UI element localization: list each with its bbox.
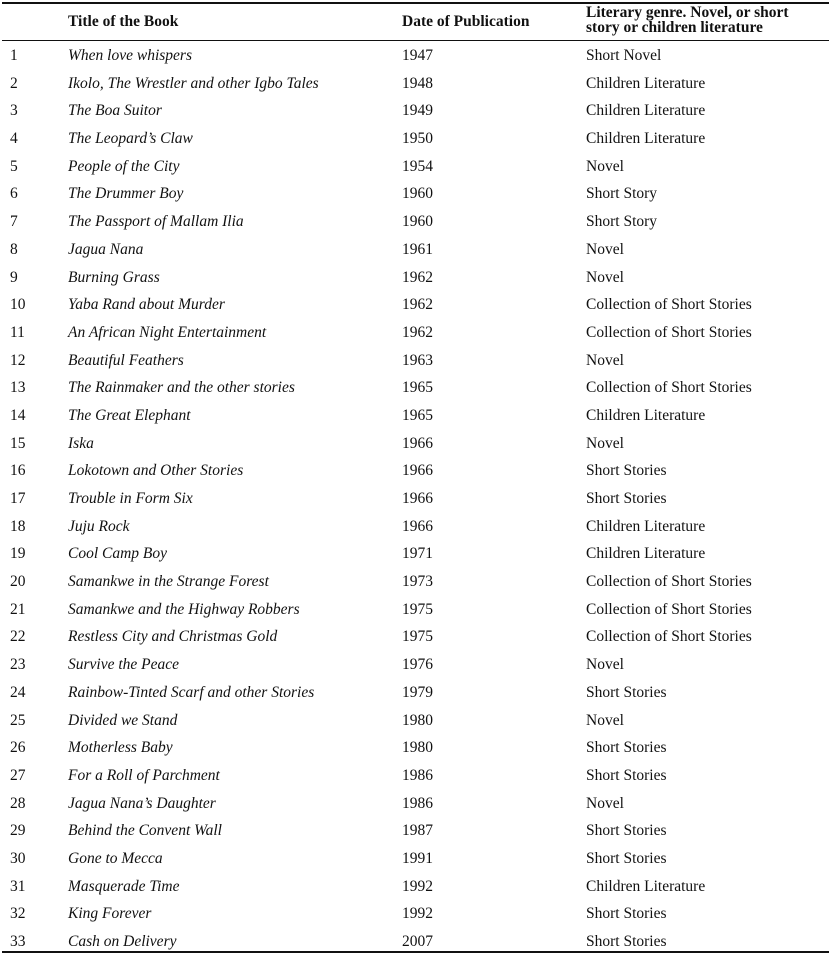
book-title: The Passport of Mallam Ilia	[68, 213, 244, 231]
publication-date: 1979	[402, 683, 433, 701]
row-number: 29	[10, 822, 26, 840]
table-row	[0, 70, 831, 98]
table-row	[0, 623, 831, 651]
row-number: 3	[10, 102, 18, 120]
publication-date: 1966	[402, 434, 433, 452]
table-header-rule	[2, 40, 829, 41]
publication-date: 1971	[402, 545, 433, 563]
literary-genre: Collection of Short Stories	[586, 573, 752, 591]
publication-date: 1986	[402, 794, 433, 812]
book-title: Juju Rock	[68, 517, 130, 535]
row-number: 11	[10, 323, 25, 341]
row-number: 31	[10, 877, 26, 895]
table-row	[0, 900, 831, 928]
row-number: 26	[10, 739, 26, 757]
row-number: 6	[10, 185, 18, 203]
publication-date: 1975	[402, 600, 433, 618]
book-title: Samankwe and the Highway Robbers	[68, 600, 300, 618]
book-title: Lokotown and Other Stories	[68, 462, 244, 480]
row-number: 15	[10, 434, 26, 452]
literary-genre: Collection of Short Stories	[586, 296, 752, 314]
table-row	[0, 540, 831, 568]
row-number: 5	[10, 157, 18, 175]
publication-date: 1962	[402, 268, 433, 286]
publication-date: 1987	[402, 822, 433, 840]
publication-date: 1963	[402, 351, 433, 369]
table-row	[0, 596, 831, 624]
book-title: Samankwe in the Strange Forest	[68, 573, 269, 591]
literary-genre: Collection of Short Stories	[586, 628, 752, 646]
literary-genre: Novel	[586, 711, 624, 729]
literary-genre: Children Literature	[586, 545, 706, 563]
table-row	[0, 707, 831, 735]
book-title: Cash on Delivery	[68, 933, 177, 950]
literary-genre: Short Stories	[586, 462, 667, 480]
literary-genre: Children Literature	[586, 517, 706, 535]
table-row	[0, 568, 831, 596]
literary-genre: Short Stories	[586, 766, 667, 784]
book-title: Trouble in Form Six	[68, 490, 193, 507]
book-title: Jagua Nana	[68, 240, 144, 258]
header-date: Date of Publication	[402, 13, 530, 30]
book-title: Burning Grass	[68, 268, 160, 286]
publication-date: 1954	[402, 157, 433, 175]
publication-date: 1949	[402, 102, 433, 120]
publication-date: 1976	[402, 656, 433, 674]
literary-genre: Novel	[586, 434, 624, 452]
literary-genre: Novel	[586, 351, 624, 369]
table-row	[0, 817, 831, 845]
publication-date: 1992	[402, 905, 433, 923]
book-title: King Forever	[68, 905, 152, 923]
row-number: 8	[10, 240, 18, 258]
publication-date: 1950	[402, 130, 433, 148]
literary-genre: Short Stories	[586, 490, 667, 507]
row-number: 18	[10, 517, 26, 535]
row-number: 25	[10, 711, 26, 729]
literary-genre: Short Stories	[586, 739, 667, 757]
book-title: The Drummer Boy	[68, 185, 184, 203]
table-row	[0, 347, 831, 375]
literary-genre: Children Literature	[586, 877, 706, 895]
row-number: 17	[10, 490, 26, 507]
book-title: Iska	[68, 434, 94, 452]
book-title: Behind the Convent Wall	[68, 822, 222, 840]
book-title: The Boa Suitor	[68, 102, 162, 120]
table-row	[0, 319, 831, 347]
book-title: Rainbow-Tinted Scarf and other Stories	[68, 683, 315, 701]
table-row	[0, 457, 831, 485]
row-number: 24	[10, 683, 26, 701]
book-title: Motherless Baby	[68, 739, 173, 757]
book-title: Jagua Nana’s Daughter	[68, 794, 216, 812]
table-row	[0, 734, 831, 762]
publication-date: 1947	[402, 47, 433, 64]
literary-genre: Collection of Short Stories	[586, 323, 752, 341]
publication-date: 1960	[402, 213, 433, 231]
publication-date: 1966	[402, 490, 433, 507]
row-number: 19	[10, 545, 26, 563]
publication-date: 1965	[402, 406, 433, 424]
literary-genre: Novel	[586, 794, 624, 812]
literary-genre: Short Stories	[586, 849, 667, 867]
table-row	[0, 153, 831, 181]
literary-genre: Children Literature	[586, 130, 706, 148]
literary-genre: Short Story	[586, 213, 658, 231]
book-title: For a Roll of Parchment	[68, 766, 220, 784]
publication-date: 1965	[402, 379, 433, 397]
literary-genre: Short Novel	[586, 47, 662, 64]
row-number: 1	[10, 47, 18, 64]
book-title: Ikolo, The Wrestler and other Igbo Tales	[68, 74, 319, 92]
table-body	[0, 42, 831, 956]
publication-date: 1991	[402, 849, 433, 867]
row-number: 33	[10, 933, 26, 950]
book-title: Restless City and Christmas Gold	[68, 628, 278, 646]
table-row	[0, 97, 831, 125]
table-row	[0, 790, 831, 818]
literary-genre: Novel	[586, 240, 624, 258]
literary-genre: Short Story	[586, 185, 658, 203]
table-row	[0, 430, 831, 458]
book-title: Yaba Rand about Murder	[68, 296, 225, 314]
publication-date: 1962	[402, 296, 433, 314]
table-row	[0, 208, 831, 236]
publication-date: 1948	[402, 74, 433, 92]
literary-genre: Children Literature	[586, 406, 706, 424]
table-row	[0, 485, 831, 513]
publication-date: 1992	[402, 877, 433, 895]
row-number: 20	[10, 573, 26, 591]
book-title: Survive the Peace	[68, 656, 180, 674]
table-bottom-rule	[2, 951, 829, 953]
header-title: Title of the Book	[68, 13, 179, 30]
publication-date: 1973	[402, 573, 433, 591]
table-row	[0, 236, 831, 264]
literary-genre: Children Literature	[586, 102, 706, 120]
table-row	[0, 845, 831, 873]
row-number: 16	[10, 462, 26, 480]
literary-genre: Novel	[586, 656, 624, 674]
row-number: 23	[10, 656, 26, 674]
literary-genre: Collection of Short Stories	[586, 600, 752, 618]
table-row	[0, 402, 831, 430]
table-row	[0, 264, 831, 292]
table-row	[0, 679, 831, 707]
literary-genre: Collection of Short Stories	[586, 379, 752, 397]
book-title: When love whispers	[68, 47, 192, 64]
literary-genre: Short Stories	[586, 822, 667, 840]
table-row	[0, 513, 831, 541]
row-number: 9	[10, 268, 18, 286]
publication-date: 1966	[402, 517, 433, 535]
publication-date: 1961	[402, 240, 433, 258]
literary-genre: Short Stories	[586, 905, 667, 923]
book-title: Cool Camp Boy	[68, 545, 168, 563]
literary-genre: Short Stories	[586, 683, 667, 701]
literary-genre: Short Stories	[586, 933, 667, 950]
row-number: 32	[10, 905, 26, 923]
row-number: 10	[10, 296, 26, 314]
literary-genre: Children Literature	[586, 74, 706, 92]
row-number: 30	[10, 849, 26, 867]
row-number: 27	[10, 766, 26, 784]
row-number: 22	[10, 628, 26, 646]
row-number: 7	[10, 213, 18, 231]
row-number: 28	[10, 794, 26, 812]
book-title: The Rainmaker and the other stories	[68, 379, 295, 397]
table-row	[0, 180, 831, 208]
publication-date: 2007	[402, 933, 433, 950]
literary-genre: Novel	[586, 268, 624, 286]
row-number: 14	[10, 406, 26, 424]
table-row	[0, 125, 831, 153]
book-title: An African Night Entertainment	[68, 323, 267, 341]
header-genre: Literary genre. Novel, or short story or children literature	[586, 4, 789, 36]
publication-date: 1966	[402, 462, 433, 480]
book-title: Masquerade Time	[68, 877, 180, 895]
book-title: Beautiful Feathers	[68, 351, 184, 369]
publication-date: 1980	[402, 711, 433, 729]
table-row	[0, 651, 831, 679]
publication-date: 1960	[402, 185, 433, 203]
book-title: The Leopard’s Claw	[68, 130, 193, 148]
row-number: 13	[10, 379, 26, 397]
row-number: 12	[10, 351, 26, 369]
table-row	[0, 42, 831, 70]
table-header	[0, 4, 831, 40]
table-row	[0, 291, 831, 319]
publication-date: 1962	[402, 323, 433, 341]
row-number: 4	[10, 130, 18, 148]
book-title: Divided we Stand	[68, 711, 178, 729]
book-title: People of the City	[68, 157, 180, 175]
table-row	[0, 762, 831, 790]
book-title: Gone to Mecca	[68, 849, 163, 867]
publication-date: 1986	[402, 766, 433, 784]
publication-date: 1975	[402, 628, 433, 646]
row-number: 2	[10, 74, 18, 92]
publication-date: 1980	[402, 739, 433, 757]
book-title: The Great Elephant	[68, 406, 191, 424]
literary-genre: Novel	[586, 157, 624, 175]
row-number: 21	[10, 600, 26, 618]
table-row	[0, 374, 831, 402]
table-row	[0, 873, 831, 901]
